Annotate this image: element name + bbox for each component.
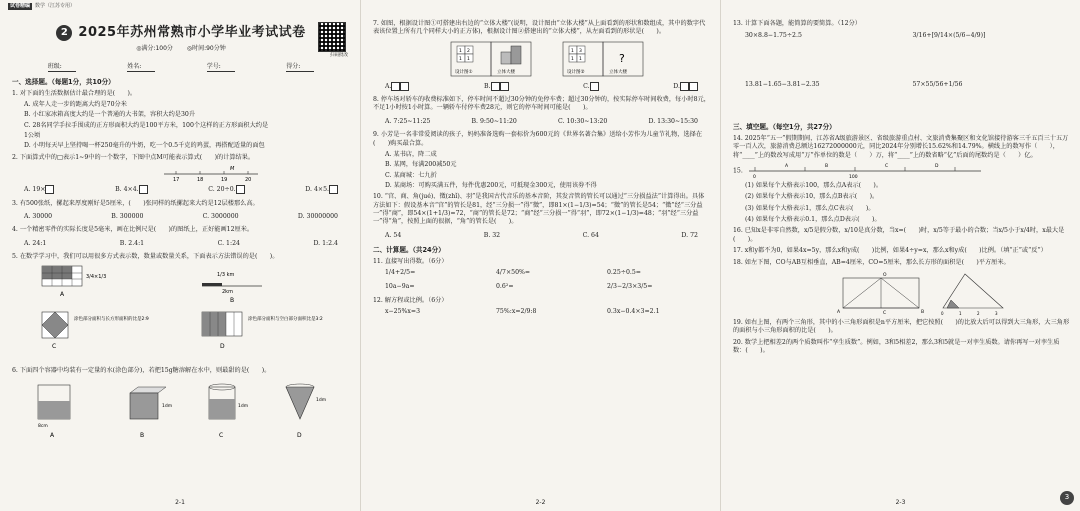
axis-tick: 17 [173,177,180,184]
equation-item: 0.3x−0.4×3=2.1 [607,308,660,316]
subject-tag: 数学（江苏专用） [35,3,76,9]
calc-grid [733,32,1070,89]
option-c: C. 20÷0. [208,186,236,194]
page-number-badge: 3 [1060,491,1074,505]
figure-d [202,312,323,350]
section-heading: 三、填空题。（每空1分，共27分） [733,123,836,132]
option-d: D. 1:2.4 [313,239,338,247]
question-11: 11. 直接写出得数。（6分） [373,258,448,265]
option-b: B. 300000 [111,212,144,220]
option-c: C. 10:30~13:20 [558,117,608,125]
options-row [373,230,710,242]
id-field[interactable]: 学号: [207,63,235,72]
shape-box [680,82,689,91]
dimension-label: 1dm [238,403,249,409]
point-c: C [884,164,888,170]
calc-grid [373,269,710,291]
grid-num: 1 [579,56,582,62]
axis-tick: 100 [848,175,858,180]
option-d: D. 30000000 [297,212,338,220]
name-field[interactable]: 姓名: [127,63,155,72]
container-a [38,385,70,439]
option-b: B. [484,82,491,90]
question-14: 14. 2025年“五一”假期期间，江苏省A级旅游景区、省级旅游重点村、文旅消费集聚区和文化馆接待游客三千五百三十五万零一百人次，旅游消费总额达16272000000元，同比2024年分别增长15.62%和14.79%。横线上的数写作（ ），将“____”上的数改写成用“万”作单位的数是（ ）万，将“____”上的数省略“亿”后面的尾数约是（ ）亿。 [733,134,1069,159]
page-1 [0,0,360,511]
exam-time: ◎时间:90分钟 [186,44,226,52]
option-d: D. [673,82,680,90]
point-label: C [883,310,887,316]
question-1: 1. 对下面的生活数据估计最合理的是( )。 [12,89,137,97]
option-c: C. 3000000 [202,212,239,220]
sub-question: (1) 如果每个大格表示100，那么点A表示( )。 [745,182,883,190]
container-label: A [50,431,55,439]
page-header [8,3,75,10]
option-d: D. 13:30~15:30 [648,117,698,125]
question-6: 6. 下面四个容器中均装有一定量的水(涂色部分)，若把15g糖溶解在水中，则最甜的是( )。 [12,367,271,375]
point-label: O [883,272,887,278]
shape-box [689,82,698,91]
question-16: 16. 已知x是非零自然数，x/5是假分数，x/10是真分数，当x=( )时，x/5等于最小的合数；当x/5小于x/4时，x最大是( )。 [733,227,1065,243]
dimension-label: 1dm [162,403,173,409]
sub-question: (2) 如果每个大格表示10，那么点B表示( )。 [745,193,879,201]
paper-number: 2 [56,25,72,41]
question-20: 20. 数学上把相差2的两个质数叫作“孪生质数”。例如，3和5相差2，那么3和5就是一对孪生质数。请你再写一对孪生质数：( )。 [733,338,1060,354]
options-row [12,211,350,223]
calc-item: 1/4+2/5= [385,269,416,277]
option-a: A. 30000 [24,212,53,220]
container-d [286,384,326,439]
option: B. 小红家冰箱高度大约是一个普通的大书架，容积大约是30升 [24,111,196,119]
question-13: 13. 计算下面各题，能简算的要简算。（12分） [733,20,861,27]
figure-d-text: 涂色部分面积与空白部分面积比是3:2 [248,317,323,323]
question-18: 18. 如左下图，CO与AB互相垂直，AB=4厘米，CO=5厘米，那么长方形的面积是( )平方厘米。 [733,258,1010,266]
calc-item: 0.25÷0.5= [607,269,641,277]
number-line [162,165,262,183]
figure-label: A [60,291,65,299]
option: 1公顷 [24,132,41,140]
grid-num: 1 [459,56,462,62]
question-12: 12. 解方程或比例。（6分） [373,297,448,305]
question-17: 17. x和y都不为0，如果4x=5y，那么x和y成( )比例，如果4÷y=x，那么x和y成( )比例。（填“正”或“反”） [733,247,1047,255]
calc-item: 57×55/56+1/56 [912,80,963,88]
calc-item: 4/7×50%= [496,269,531,277]
grid-num: 1 [467,56,470,62]
option-d: D. 72 [681,231,698,239]
axis-tick: 20 [245,177,252,184]
question-19: 19. 如右上图，有两个三角形，其中的小三角形面积是n平方厘米，把它按照( )的比放大后可以得到大三角形，大三角形的面积与小三角形面积的比是( )。 [733,318,1070,335]
page-footer: 2-3 [895,498,906,506]
calc-item: 2/3−2/3×3/5= [607,282,653,290]
option-a: A. 24:1 [24,239,47,247]
options-row [12,183,350,196]
figure-a-text: 3/4×1/3 [86,274,107,281]
figure-caption: 设计图① [455,69,473,75]
option-d: D. 某商场：可购买满五件，每件优惠200元，可抵现金300元，使用该券不得 [385,181,597,189]
options-row [373,80,710,93]
figure-caption: 立体大楼 [497,69,515,75]
number-line [745,163,985,179]
grid-num: 3 [579,48,582,54]
q18-figures [733,270,1063,316]
point-a: A [784,164,788,170]
dimension-label: 8cm [38,423,48,429]
option-b: B. 9:50~11:20 [471,117,517,125]
score-field[interactable]: 得分: [286,63,314,72]
point-label: A [837,309,841,315]
option: A. 成年人走一步的距离大约是70分米 [24,100,127,108]
sub-question: (4) 如果每个大格表示0.1，那么点D表示( )。 [745,216,881,224]
tick-label: 3 [995,310,998,316]
question-15-number: 15. [733,167,743,175]
full-score: ◎满分:100分 [136,44,173,52]
equation-item: x−25%x=3 [385,308,421,316]
option-a: A. 某书店，降二成 [385,150,437,158]
blank-box [236,185,245,194]
question-5: 5. 在数学学习中，我们可以用很多方式表示数，数量或数量关系，下面表示方法错误的是( )。 [12,252,279,260]
question-10: 10. “宫、商、角(jué)、徵(zhǐ)、羽”是我国古代音乐的基本音阶，其发音管的管长可以通过“三分损益法”计算得出。具体方法如下：假设基本音“宫”的管长是81，经“三分损一”得“徵”，即81×(1−1/3)=54；“徵”的管长是54；“徵”经“三分益一”得“商”，即54×(1+1/3)=72，“商”的管长是72；“商”经“三分损一”得“羽”，即72×(1−1/3)=48；“羽”经“三分益一”得“角”，按照上面的很据，“角”的管长是( )。 [373,193,705,226]
figure-caption: 立体大楼 [609,69,627,75]
design-1 [451,42,491,76]
building-1 [491,42,531,76]
sub-question: (3) 如果每个大格表示1，那么点C表示( )。 [745,204,875,212]
q5-figures [12,264,342,364]
option-a: A. 7:25~11:25 [385,117,431,125]
container-label: D [297,431,302,439]
question-2: 2. 下面算式中的□表示1~9中的一个数字，下图中点M可能表示算式( )的计算结果。 [12,153,255,161]
page-2 [360,0,720,511]
option-c: C. 某商城：七九折 [385,171,437,179]
grid-num: 1 [459,48,462,54]
qr-code-icon[interactable] [318,22,346,52]
exam-meta [12,45,350,53]
figure-label: C [52,343,57,351]
class-field[interactable]: 班级: [48,63,76,72]
option-c: C. 64 [582,231,599,239]
page-title: 2025年苏州常熟市小学毕业考试试卷 [78,25,306,40]
question-mark: ? [619,51,625,65]
page-footer: 2-2 [535,498,546,506]
question-8: 8. 停车场对轿车的收费标准如下，停车时间不超过30分钟的免停车费；超过30分钟的，按实际停车时间收费，每小时8元，不足1小时按1小时算。一辆轿车付停车费28元，则它的停车时间可能是( )。 [373,96,710,112]
calc-item: 3/16+[9/14×(5/6−4/9)] [912,32,986,40]
axis-tick: 18 [197,177,204,184]
option-a: A. 54 [385,231,402,239]
dimension-label: 1dm [316,397,327,403]
figure-caption: 设计图② [567,69,585,75]
container-c [209,384,248,439]
option-a: A. 19× [24,186,46,194]
option-b: B. 某网，每满200减50元 [385,161,457,169]
grid-num: 1 [571,48,574,54]
section-heading: 一、选择题。（每题1分，共10分） [12,77,115,86]
calc-item: 13.81−1.65−3.81−2.35 [745,80,820,88]
blank-box [139,185,148,194]
container-label: C [219,431,224,439]
figure-b-text: 1/3 km [217,272,235,279]
calc-item: 10a−9a= [385,282,415,290]
option-b: B. 4×4. [115,186,139,194]
page-3 [720,0,1080,511]
section-heading: 二、计算题。（共24分） [373,246,445,255]
container-label: B [140,431,145,439]
question-9: 9. 小芳是一名非常爱阅读的孩子，妈妈准备选购一套标价为600元的《世界名著合集》送给小芳作为儿童节礼物，选择在( )购买最合算。 [373,131,703,147]
shape-box [400,82,409,91]
figure-b [202,272,262,304]
figure-b-sub: 2km [222,289,233,296]
options-row [373,116,710,128]
figure-c [42,312,149,350]
figure-label: B [230,297,235,305]
shape-box [491,82,500,91]
blank-box [45,185,54,194]
student-info-fields [22,63,340,72]
series-tag: 试卷精编 [10,3,31,9]
option-b: B. 32 [483,231,501,239]
figure-c-text: 涂色部分面积与长方形面积的比是2:9 [74,317,149,323]
equation-item: 75%:x=2/9:8 [496,308,537,316]
triangle-figure [941,274,1003,316]
tick-label: 1 [959,310,962,316]
figure-a [42,266,106,298]
options-row [12,238,350,250]
building-2 [603,42,643,76]
axis-tick: 19 [221,177,228,184]
question-7: 7. 如图，根据设计图①可搭建出右边的“立体大楼”(说明，设计图由“立体大楼”从上面看到的形状和数组成，其中的数字代表该位置上所有几个同样大小的正方体)，根据设计图②搭建出的“立体大楼”，从左面看到的形状是( )。 [373,20,706,36]
point-label: B [921,309,925,315]
grid-num: 2 [467,48,470,54]
option-c: C. 1:24 [217,239,240,247]
shape-box [590,82,599,91]
container-b [130,387,172,439]
point-b: B [824,164,828,170]
figure-label: D [220,343,225,351]
grid-num: 1 [571,56,574,62]
tick-label: 2 [977,310,980,316]
point-d: D [934,164,939,170]
option: D. 小明每天早上坚持喝一杯250毫升的牛奶，吃一个0.5千克的鸡蛋，再搭配适量的面包 [24,142,265,150]
calc-item: 30×8.8−1.75÷2.5 [745,32,802,40]
title-row [12,24,350,42]
equation-grid [373,308,710,316]
page-footer: 2-1 [175,498,185,506]
q7-figures [373,40,713,80]
q6-containers [12,379,342,441]
blank-box [329,185,338,194]
qr-label: 扫码批改 [330,53,348,58]
point-m-label: M [230,166,235,173]
question-15 [733,163,1070,179]
option: C. 28名同学手拉手围成的正方形面积大约是100平方米，100个这样的正方形面积大约是 [24,121,269,129]
option-b: B. 2.4:1 [119,239,145,247]
axis-tick: 0 [752,175,756,180]
calc-item: 0.6²= [496,282,514,290]
rectangle-figure [837,272,924,316]
question-4: 4. 一个精密零件的实际长度是5毫米，画在比例尺是( )的图纸上，正好能画12厘米。 [12,226,254,234]
design-2 [563,42,603,76]
shape-box [391,82,400,91]
shape-box [500,82,509,91]
option-d: D. 4×5. [305,186,329,194]
question-3: 3. 有500张纸，摞起来厚度刚好是5厘米，( )张同样的纸摞起来大约是12层楼那么高。 [12,199,259,207]
option-a: A. [385,82,392,90]
option-c: C. [583,82,590,90]
tick-label: 0 [941,310,944,316]
